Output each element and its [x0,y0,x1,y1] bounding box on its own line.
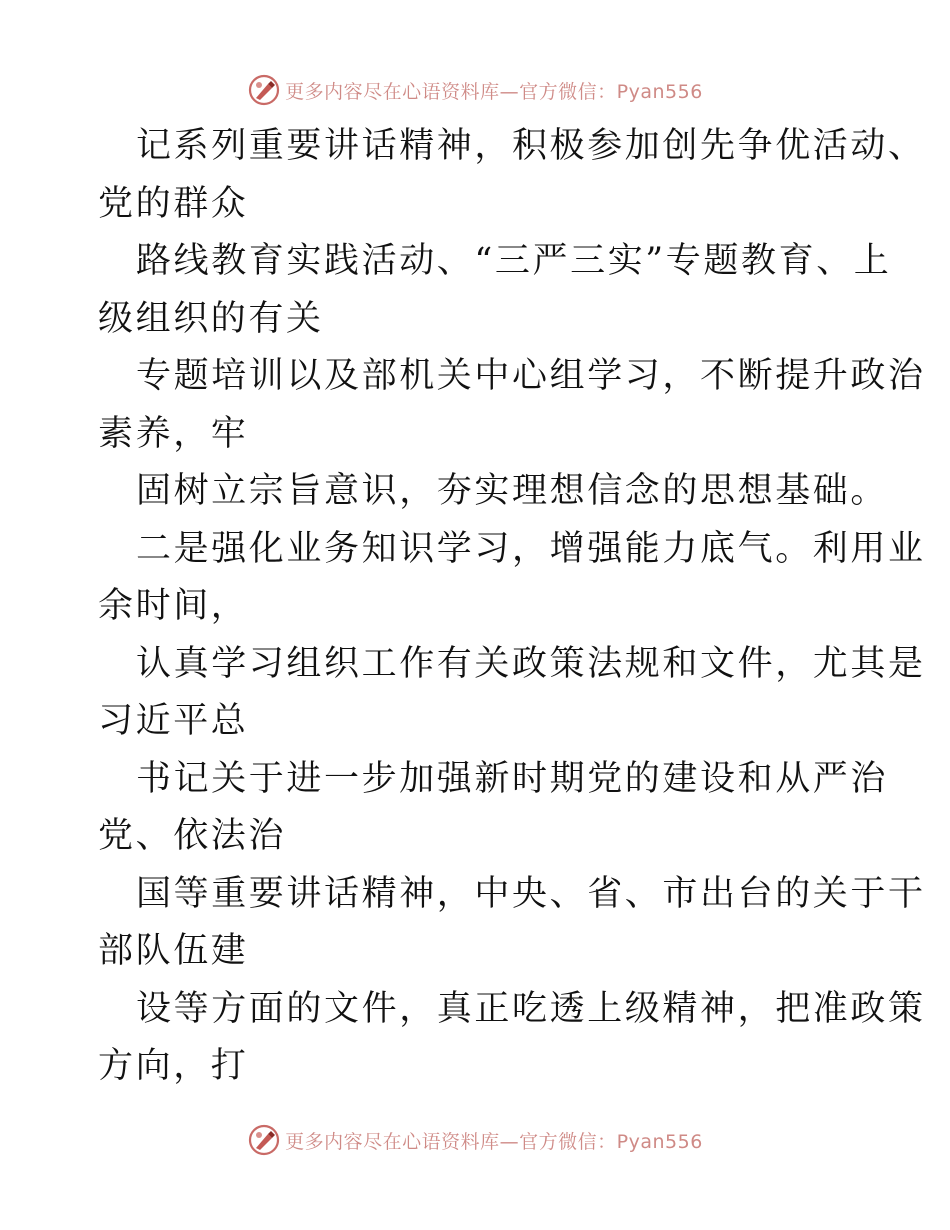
watermark-text: 更多内容尽在心语资料库—官方微信：Pyan556 [285,80,703,103]
text-line: 级组织的有关 [98,298,324,339]
pen-logo-icon [247,73,281,107]
watermark-text: 更多内容尽在心语资料库—官方微信：Pyan556 [285,1130,703,1153]
pen-logo-icon [247,1123,281,1157]
text-line: 国等重要讲话精神，中央、省、市出台的关于干 [136,873,926,914]
text-line: 路线教育实践活动、“三严三实”专题教育、上 [136,241,892,281]
text-line: 二是强化业务知识学习，增强能力底气。利用业 [136,528,926,569]
text-line: 党的群众 [98,183,249,224]
document-body [98,118,926,1096]
text-line: 党、依法治 [98,816,287,856]
text-line: 固树立宗旨意识，夯实理想信念的思想基础。 [136,471,889,511]
text-line: 素养，牢 [98,413,249,454]
header-watermark [0,70,950,110]
text-line: 书记关于进一步加强新时期党的建设和从严治 [136,758,889,799]
text-line: 习近平总 [98,701,249,741]
text-line: 设等方面的文件，真正吃透上级精神，把准政策 [136,988,926,1029]
text-line: 余时间， [98,586,249,626]
text-line: 方向，打 [98,1046,249,1086]
text-line: 专题培训以及部机关中心组学习，不断提升政治 [136,356,926,396]
footer-watermark [0,1120,950,1160]
text-line: 认真学习组织工作有关政策法规和文件，尤其是 [136,643,926,684]
text-line: 部队伍建 [98,931,249,971]
text-line: 记系列重要讲话精神，积极参加创先争优活动、 [136,126,926,166]
